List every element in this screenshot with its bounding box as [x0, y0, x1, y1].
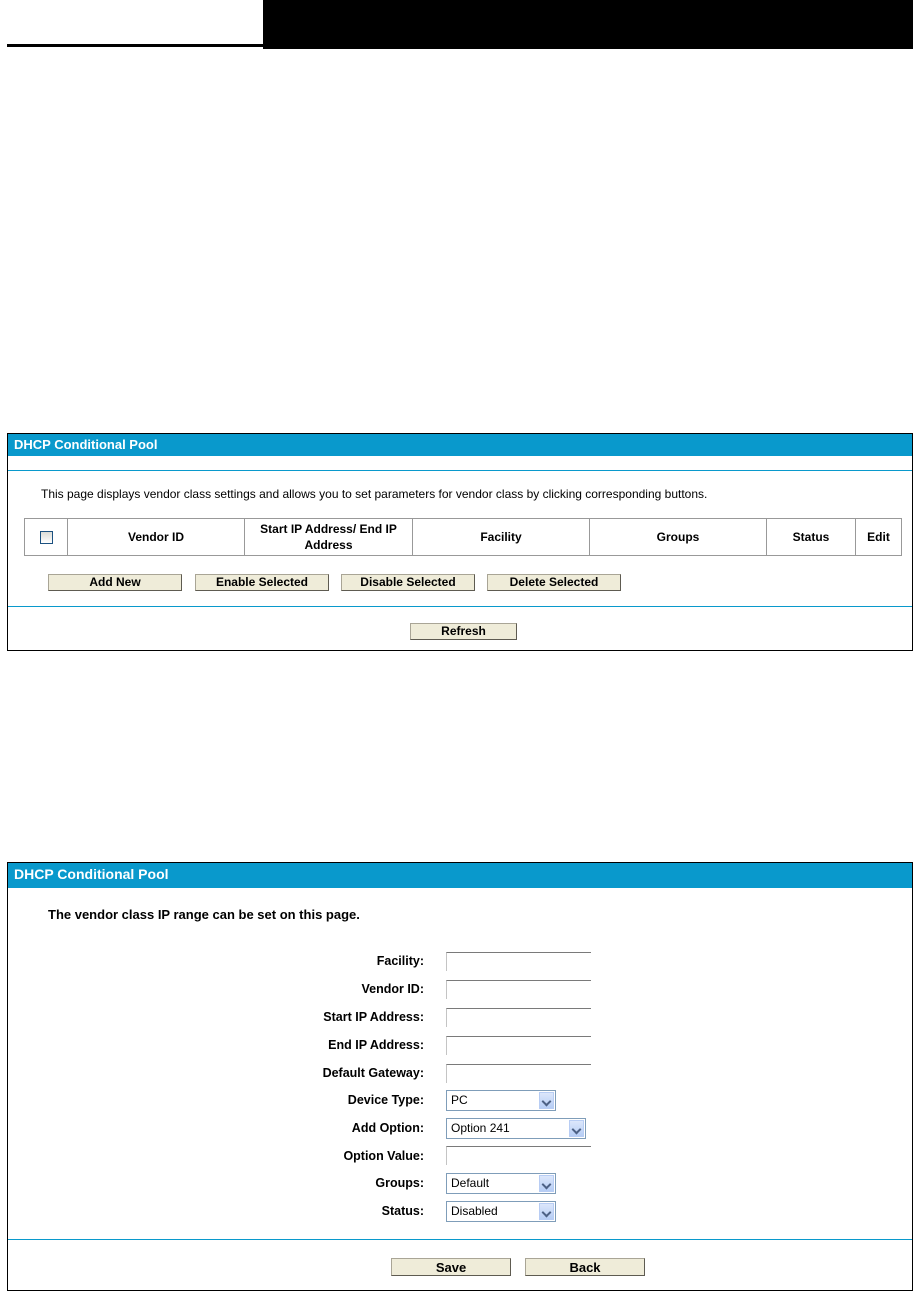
- col-groups: Groups: [590, 519, 767, 556]
- col-facility: Facility: [413, 519, 590, 556]
- panel-title: DHCP Conditional Pool: [8, 863, 912, 887]
- col-edit: Edit: [856, 519, 902, 556]
- add-option-label: Add Option:: [351, 1121, 424, 1135]
- select-all-cell: [25, 519, 68, 556]
- option-value-label: Option Value:: [343, 1149, 424, 1163]
- device-type-label: Device Type:: [347, 1093, 424, 1107]
- header-underline: [7, 44, 263, 47]
- page-description: The vendor class IP range can be set on this page.: [48, 907, 360, 922]
- delete-selected-button[interactable]: Delete Selected: [487, 574, 621, 591]
- add-option-value: Option 241: [451, 1121, 510, 1135]
- col-vendor-id: Vendor ID: [68, 519, 245, 556]
- chevron-down-icon[interactable]: [539, 1092, 554, 1109]
- option-value-input[interactable]: [446, 1146, 591, 1165]
- groups-value: Default: [451, 1176, 490, 1190]
- status-label: Status:: [381, 1204, 424, 1218]
- vendor-id-label: Vendor ID:: [361, 982, 424, 996]
- disable-selected-button[interactable]: Disable Selected: [341, 574, 475, 591]
- groups-label: Groups:: [375, 1176, 424, 1190]
- vendor-id-input[interactable]: [446, 980, 591, 999]
- pool-form-panel: [7, 862, 913, 1291]
- enable-selected-button[interactable]: Enable Selected: [195, 574, 329, 591]
- start-ip-label: Start IP Address:: [323, 1010, 424, 1024]
- end-ip-input[interactable]: [446, 1036, 591, 1055]
- pool-list-panel: [7, 433, 913, 651]
- vendor-class-table: [24, 518, 902, 556]
- save-button[interactable]: Save: [391, 1258, 511, 1276]
- facility-input[interactable]: [446, 952, 591, 971]
- status-value: Disabled: [451, 1204, 498, 1218]
- table-header-row: [25, 519, 902, 556]
- default-gateway-input[interactable]: [446, 1064, 591, 1083]
- page-description: This page displays vendor class settings and allows you to set parameters for vendor class by clicking corresponding buttons.: [41, 487, 708, 501]
- divider: [8, 606, 912, 607]
- add-new-button[interactable]: Add New: [48, 574, 182, 591]
- default-gateway-label: Default Gateway:: [322, 1066, 424, 1080]
- header-bar: [263, 0, 913, 49]
- status-select[interactable]: [446, 1201, 556, 1222]
- divider: [8, 887, 912, 888]
- panel-title: DHCP Conditional Pool: [8, 434, 912, 456]
- device-type-select[interactable]: [446, 1090, 556, 1111]
- groups-select[interactable]: [446, 1173, 556, 1194]
- facility-label: Facility:: [376, 954, 424, 968]
- divider: [8, 470, 912, 471]
- refresh-button[interactable]: Refresh: [410, 623, 517, 640]
- chevron-down-icon[interactable]: [539, 1175, 554, 1192]
- select-all-checkbox[interactable]: [40, 531, 53, 544]
- start-ip-input[interactable]: [446, 1008, 591, 1027]
- back-button[interactable]: Back: [525, 1258, 645, 1276]
- chevron-down-icon[interactable]: [569, 1120, 584, 1137]
- col-ip-range: Start IP Address/ End IP Address: [245, 519, 413, 556]
- divider: [8, 1239, 912, 1240]
- add-option-select[interactable]: [446, 1118, 586, 1139]
- col-status: Status: [767, 519, 856, 556]
- device-type-value: PC: [451, 1093, 468, 1107]
- end-ip-label: End IP Address:: [328, 1038, 424, 1052]
- chevron-down-icon[interactable]: [539, 1203, 554, 1220]
